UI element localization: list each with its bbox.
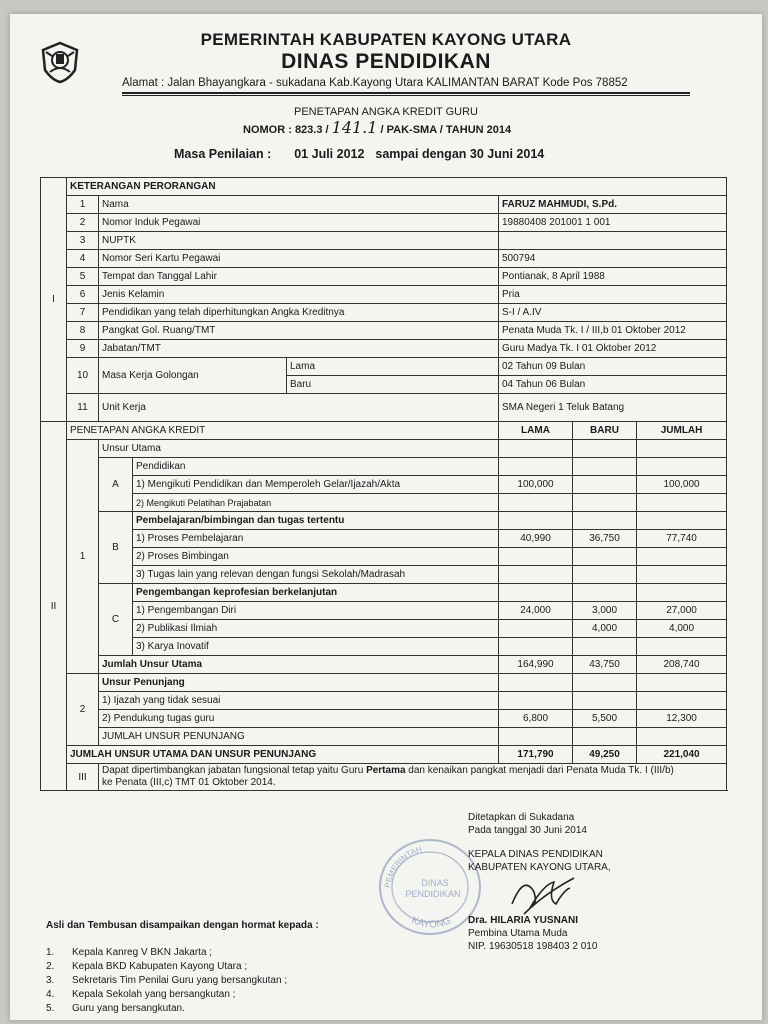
table-row (41, 394, 727, 422)
svg-text:PEMERINTAH (383, 845, 423, 889)
row-label: Pendidikan yang telah diperhitungkan Angka Kreditnya (99, 304, 499, 322)
number-prefix: NOMOR : 823.3 / (243, 124, 332, 136)
signatory-name: Dra. HILARIA YUSNANI (468, 915, 579, 926)
subgroup-letter: A (99, 458, 133, 512)
row-number: 9 (67, 340, 99, 358)
list-item (46, 974, 287, 988)
item-label: 2) Pendukung tugas guru (99, 710, 499, 728)
signature-place-date (468, 811, 587, 837)
number-handwritten: 141.1 (331, 118, 378, 137)
table-row (41, 286, 727, 304)
list-item-text: Kepala BKD Kabupaten Kayong Utara ; (72, 961, 248, 972)
subtotal-label: JUMLAH UNSUR PENUNJANG (99, 728, 499, 746)
list-item-number: 2. (46, 961, 55, 972)
section2-header-row (41, 422, 727, 440)
table-row (41, 458, 727, 476)
period-middle: sampai dengan (375, 147, 467, 161)
subtotal-lama (499, 728, 573, 746)
row-number: 5 (67, 268, 99, 286)
total-label: JUMLAH UNSUR UTAMA DAN UNSUR PENUNJANG (67, 746, 499, 764)
lama-value: 02 Tahun 09 Bulan (499, 358, 727, 376)
table-row (41, 304, 727, 322)
item-jumlah: 12,300 (637, 710, 727, 728)
table-row (41, 674, 727, 692)
total-baru: 49,250 (573, 746, 637, 764)
stamp-mid-text-1: DINAS (421, 878, 449, 888)
document-page (10, 14, 762, 1020)
group2-number: 2 (67, 674, 99, 746)
list-item-text: Guru yang bersangkutan. (72, 1003, 185, 1014)
row-value: Guru Madya Tk. I 01 Oktober 2012 (499, 340, 727, 358)
row-number: 7 (67, 304, 99, 322)
table-row (41, 692, 727, 710)
row-value: Pontianak, 8 April 1988 (499, 268, 727, 286)
section3-text-a: Dapat dipertimbangkan jabatan fungsional tetap yaitu Guru (102, 765, 367, 776)
table-row (41, 250, 727, 268)
item-jumlah (637, 494, 727, 512)
signatory-nip: NIP. 19630518 198403 2 010 (468, 941, 598, 952)
row-value: Penata Muda Tk. I / III,b 01 Oktober 2012 (499, 322, 727, 340)
row-label: Tempat dan Tanggal Lahir (99, 268, 499, 286)
item-lama (499, 548, 573, 566)
item-label: 3) Tugas lain yang relevan dengan fungsi Sekolah/Madrasah (133, 566, 499, 584)
total-jumlah: 221,040 (637, 746, 727, 764)
baru-label: Baru (287, 376, 499, 394)
item-jumlah (637, 566, 727, 584)
item-label: 2) Mengikuti Pelatihan Prajabatan (133, 494, 499, 512)
subgroup-title: Pengembangan keprofesian berkelanjutan (133, 584, 499, 602)
item-lama (499, 638, 573, 656)
list-item (46, 960, 287, 974)
row-value: SMA Negeri 1 Teluk Batang (499, 394, 727, 422)
lama-label: Lama (287, 358, 499, 376)
row-label: Unit Kerja (99, 394, 499, 422)
item-baru (573, 494, 637, 512)
signature-date: Pada tanggal 30 Juni 2014 (468, 825, 587, 836)
section3-text-line2: ke Penata (III,c) TMT 01 Oktober 2014. (102, 777, 276, 788)
table-row (41, 548, 727, 566)
table-row (41, 340, 727, 358)
table-row (41, 620, 727, 638)
item-jumlah: 27,000 (637, 602, 727, 620)
item-lama: 6,800 (499, 710, 573, 728)
item-label: 1) Proses Pembelajaran (133, 530, 499, 548)
document-title: PENETAPAN ANGKA KREDIT GURU (294, 106, 478, 118)
item-baru: 5,500 (573, 710, 637, 728)
row-label: Nomor Induk Pegawai (99, 214, 499, 232)
subtotal-label: Jumlah Unsur Utama (99, 656, 499, 674)
section1-header-row (41, 178, 727, 196)
row-label: Jabatan/TMT (99, 340, 499, 358)
list-item-text: Kepala Kanreg V BKN Jakarta ; (72, 947, 213, 958)
column-jumlah: JUMLAH (637, 422, 727, 440)
signatory-rank: Pembina Utama Muda (468, 928, 568, 939)
period-to: 30 Juni 2014 (469, 147, 545, 161)
item-label: 1) Pengembangan Diri (133, 602, 499, 620)
subgroup-title: Pendidikan (133, 458, 499, 476)
subgroup-title: Pembelajaran/bimbingan dan tugas tertentu (133, 512, 499, 530)
section3-roman: III (67, 764, 99, 791)
row-value: S-I / A.IV (499, 304, 727, 322)
header-rule-thick (122, 92, 690, 94)
table-row (41, 358, 727, 376)
stamp-mid-text-2: PENDIDIKAN (405, 889, 461, 899)
table-row (41, 476, 727, 494)
table-row (41, 196, 727, 214)
signature-office-line1: KEPALA DINAS PENDIDIKAN (468, 849, 603, 860)
document-number (243, 118, 511, 137)
list-item (46, 946, 287, 960)
item-baru: 4,000 (573, 620, 637, 638)
signatory (468, 914, 597, 953)
row-number: 1 (67, 196, 99, 214)
baru-value: 04 Tahun 06 Bulan (499, 376, 727, 394)
row-label: Pangkat Gol. Ruang/TMT (99, 322, 499, 340)
subtotal-jumlah: 208,740 (637, 656, 727, 674)
table-row (41, 638, 727, 656)
list-item-text: Sekretaris Tim Penilai Guru yang bersangkutan ; (72, 975, 288, 986)
column-lama: LAMA (499, 422, 573, 440)
item-jumlah: 77,740 (637, 530, 727, 548)
svg-text:KAYONG (410, 915, 453, 931)
item-jumlah: 4,000 (637, 620, 727, 638)
section2-roman: II (41, 422, 67, 791)
section3-text-bold: Pertama (366, 765, 406, 776)
table-row (41, 268, 727, 286)
section2-title: PENETAPAN ANGKA KREDIT (67, 422, 499, 440)
item-baru (573, 692, 637, 710)
government-name: PEMERINTAH KABUPATEN KAYONG UTARA (200, 30, 572, 49)
assessment-period (174, 147, 544, 161)
stamp-top-text: PEMERINTAH (383, 844, 423, 889)
item-lama (499, 566, 573, 584)
row-label: Nama (99, 196, 499, 214)
row-number: 6 (67, 286, 99, 304)
list-item (46, 1002, 287, 1016)
row-number: 10 (67, 358, 99, 394)
list-item-text: Kepala Sekolah yang bersangkutan ; (72, 989, 236, 1000)
row-label: Nomor Seri Kartu Pegawai (99, 250, 499, 268)
row-value (499, 232, 727, 250)
row-number: 3 (67, 232, 99, 250)
list-item-number: 4. (46, 989, 55, 1000)
period-from: 01 Juli 2012 (294, 147, 365, 161)
item-jumlah (637, 548, 727, 566)
table-row (41, 584, 727, 602)
group1-number: 1 (67, 440, 99, 674)
table-row (41, 494, 727, 512)
item-baru (573, 566, 637, 584)
row-number: 8 (67, 322, 99, 340)
handwritten-signature-icon (504, 864, 584, 920)
row-number: 11 (67, 394, 99, 422)
table-row (41, 530, 727, 548)
header-rule-thin (122, 95, 690, 96)
unsur-utama-label: Unsur Utama (99, 440, 499, 458)
subgroup-letter: C (99, 584, 133, 656)
section3-text (99, 764, 727, 791)
item-lama: 24,000 (499, 602, 573, 620)
table-row (41, 512, 727, 530)
list-item (46, 988, 287, 1002)
table-row (41, 322, 727, 340)
agency-name: DINAS PENDIDIKAN (281, 50, 491, 73)
item-baru (573, 638, 637, 656)
item-lama: 40,990 (499, 530, 573, 548)
credit-table (40, 177, 727, 791)
copies-heading: Asli dan Tembusan disampaikan dengan hormat kepada : (46, 920, 319, 931)
item-baru: 36,750 (573, 530, 637, 548)
table-row (41, 566, 727, 584)
subtotal-jumlah (637, 728, 727, 746)
agency-address: Alamat : Jalan Bhayangkara - sukadana Kab.Kayong Utara KALIMANTAN BARAT Kode Pos 78852 (122, 77, 628, 89)
period-label: Masa Penilaian : (174, 147, 272, 161)
item-label: 1) Mengikuti Pendidikan dan Memperoleh Gelar/Ijazah/Akta (133, 476, 499, 494)
section3-row (41, 764, 727, 791)
item-lama (499, 692, 573, 710)
item-jumlah: 100,000 (637, 476, 727, 494)
item-label: 2) Proses Bimbingan (133, 548, 499, 566)
signature-office-line2: KABUPATEN KAYONG UTARA, (468, 862, 611, 873)
section3-text-b: dan kenaikan pangkat menjadi dari Penata Muda Tk. I (III/b) (405, 765, 674, 776)
copies-list (46, 946, 287, 1016)
item-lama (499, 620, 573, 638)
row-label: Masa Kerja Golongan (99, 358, 287, 394)
table-row (41, 710, 727, 728)
item-lama (499, 494, 573, 512)
stamp-bottom-text: KAYONG (409, 914, 453, 931)
item-lama: 100,000 (499, 476, 573, 494)
grand-total-row (41, 746, 727, 764)
item-baru (573, 548, 637, 566)
section1-title: KETERANGAN PERORANGAN (67, 178, 727, 196)
row-value: 19880408 201001 1 001 (499, 214, 727, 232)
list-item-number: 5. (46, 1003, 55, 1014)
subtotal-lama: 164,990 (499, 656, 573, 674)
item-label: 1) Ijazah yang tidak sesuai (99, 692, 499, 710)
list-item-number: 3. (46, 975, 55, 986)
signature-place: Ditetapkan di Sukadana (468, 812, 575, 823)
row-value: 500794 (499, 250, 727, 268)
list-item-number: 1. (46, 947, 55, 958)
item-label: 2) Publikasi Ilmiah (133, 620, 499, 638)
section1-roman: I (41, 178, 67, 422)
item-jumlah (637, 692, 727, 710)
row-number: 4 (67, 250, 99, 268)
row-value: Pria (499, 286, 727, 304)
item-baru: 3,000 (573, 602, 637, 620)
table-row (41, 214, 727, 232)
table-row (41, 602, 727, 620)
subtotal-row (41, 728, 727, 746)
column-baru: BARU (573, 422, 637, 440)
row-label: Jenis Kelamin (99, 286, 499, 304)
table-row (41, 440, 727, 458)
row-value: FARUZ MAHMUDI, S.Pd. (499, 196, 727, 214)
total-lama: 171,790 (499, 746, 573, 764)
item-baru (573, 476, 637, 494)
number-suffix: / PAK-SMA / TAHUN 2014 (377, 124, 512, 136)
table-row (41, 232, 727, 250)
unsur-penunjang-label: Unsur Penunjang (99, 674, 499, 692)
row-label: NUPTK (99, 232, 499, 250)
subgroup-letter: B (99, 512, 133, 584)
subtotal-baru (573, 728, 637, 746)
item-label: 3) Karya Inovatif (133, 638, 499, 656)
item-jumlah (637, 638, 727, 656)
subtotal-row (41, 656, 727, 674)
subtotal-baru: 43,750 (573, 656, 637, 674)
row-number: 2 (67, 214, 99, 232)
